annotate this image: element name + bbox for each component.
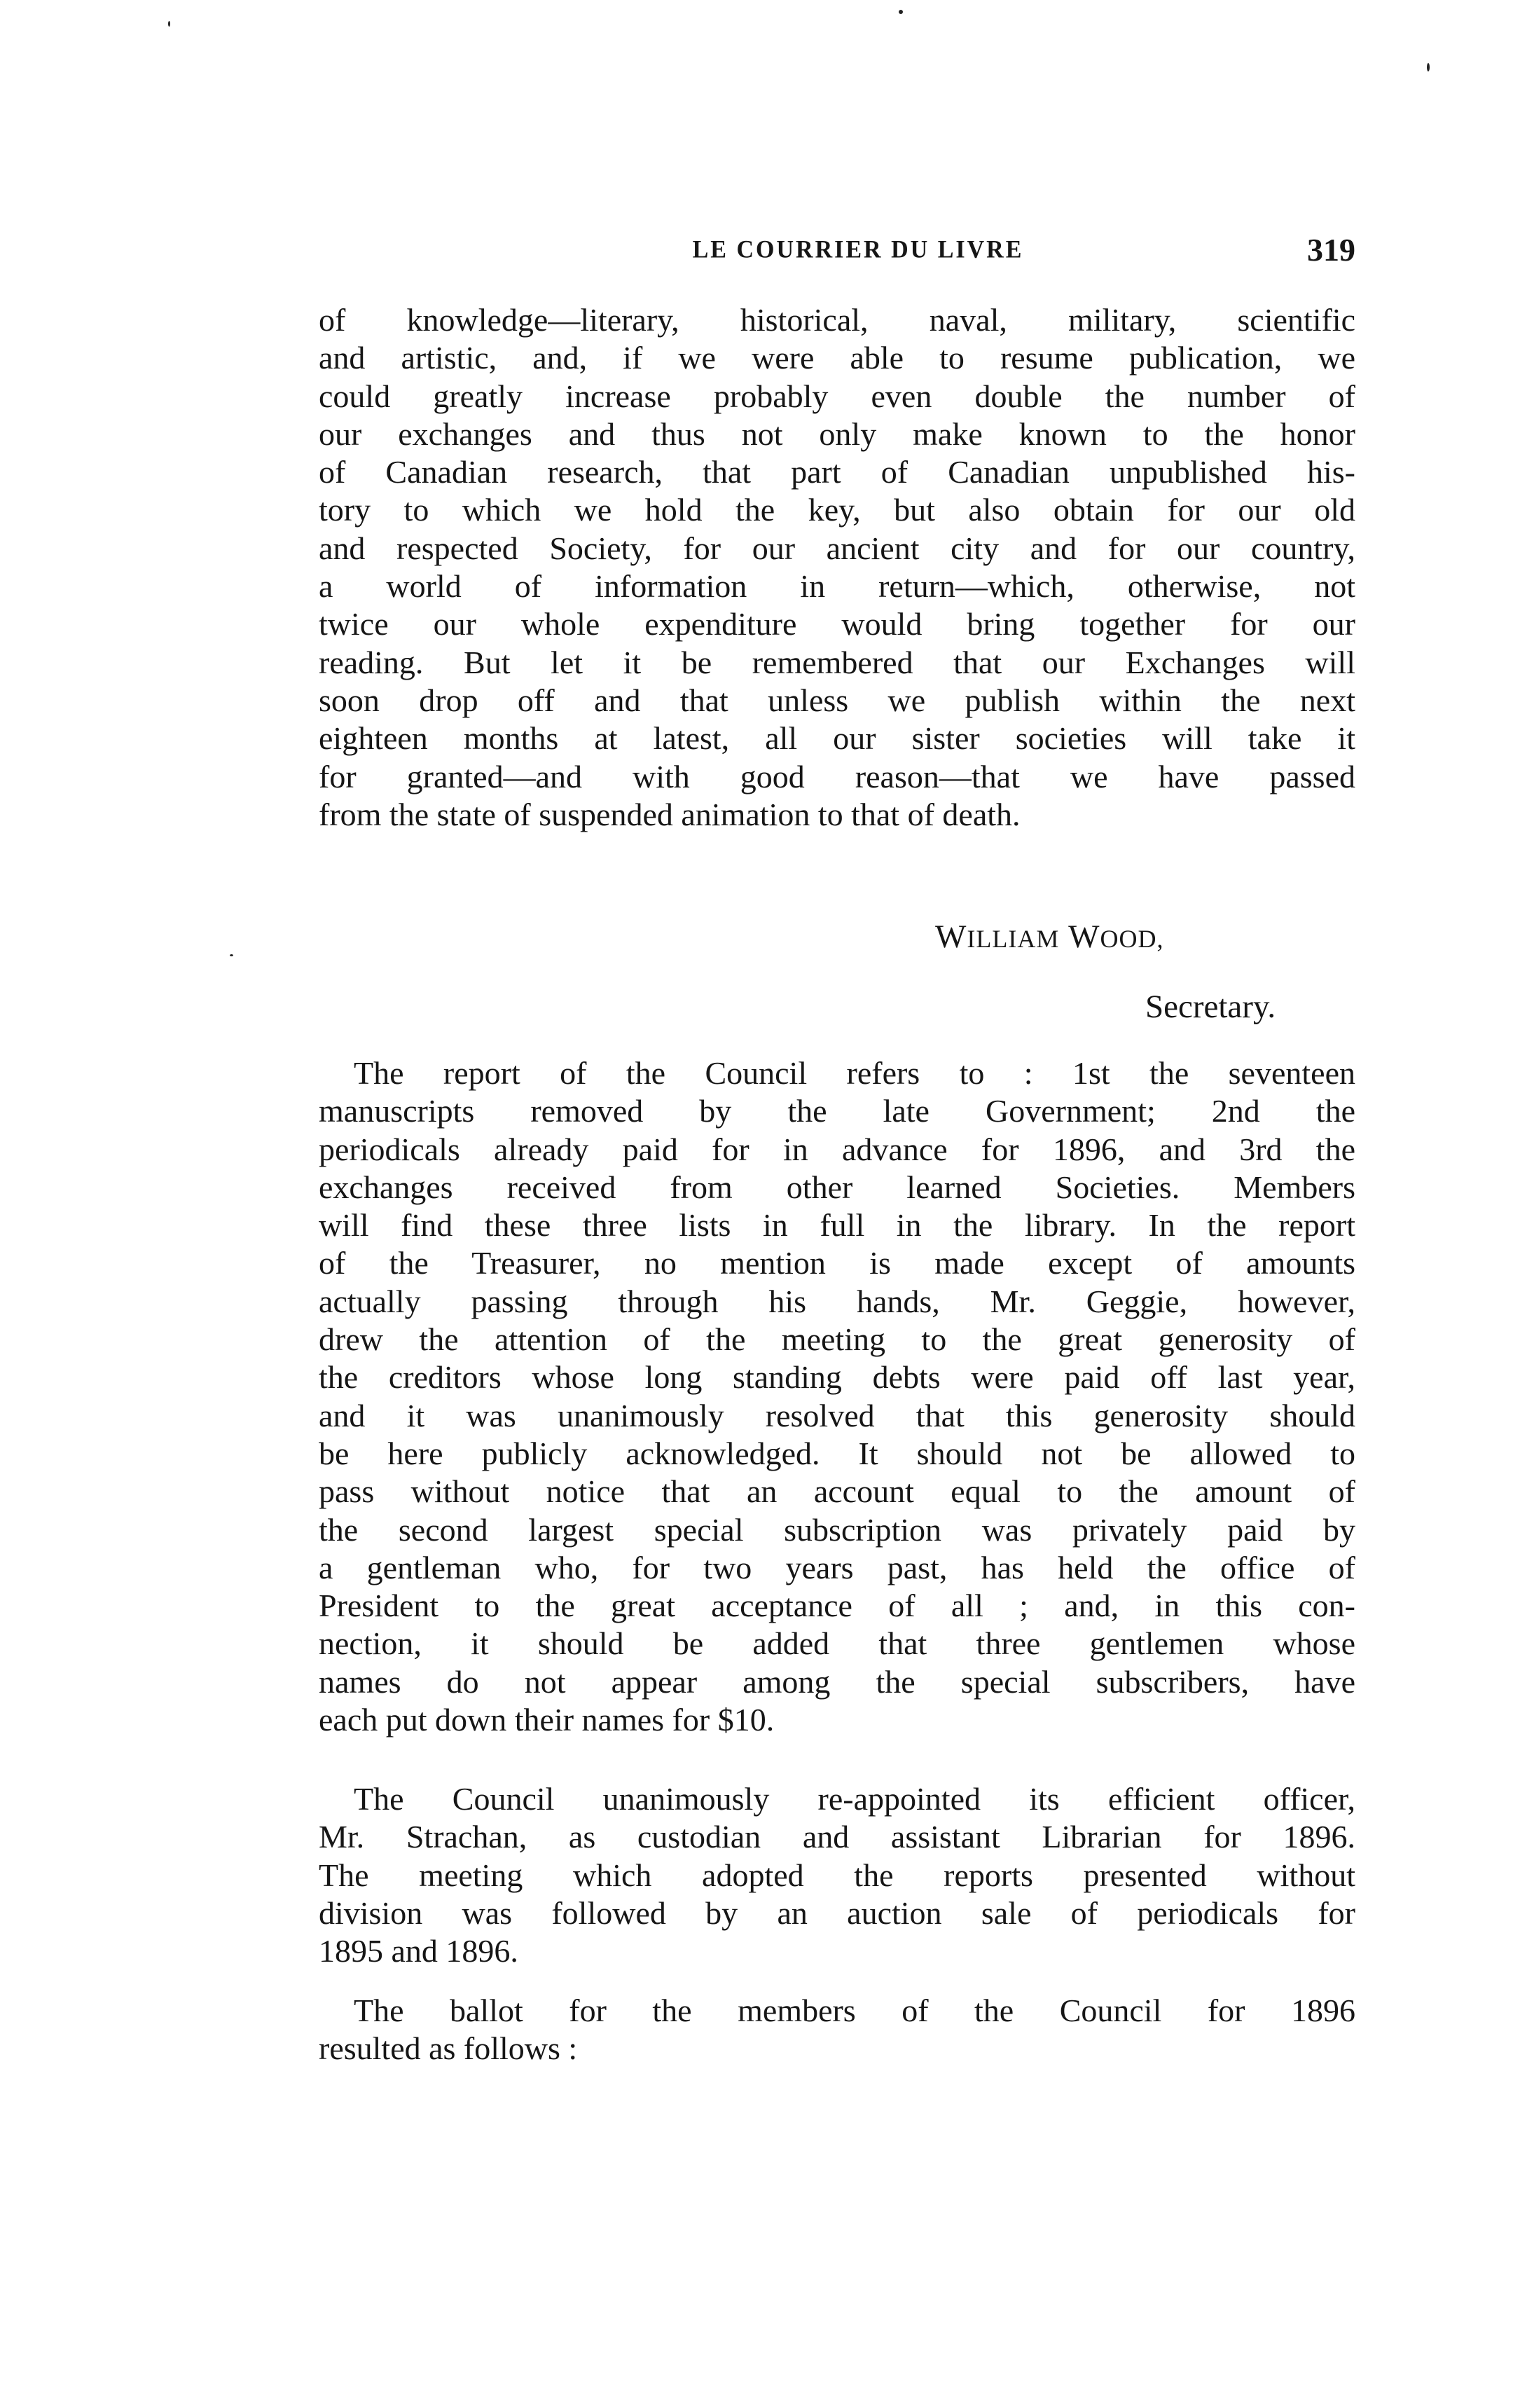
text-line: drew the attention of the meeting to the great generosity of	[319, 1321, 1355, 1358]
text-line: and it was unanimously resolved that this generosity should	[319, 1397, 1355, 1433]
text-line: President to the great acceptance of all ; and, in this con-	[319, 1588, 1355, 1624]
text-line: soon drop off and that unless we publish within the next	[319, 682, 1355, 718]
text-line: 1895 and 1896.	[319, 1933, 518, 1969]
council-paragraph	[319, 1780, 1355, 1970]
signature-initial: W	[1068, 919, 1100, 955]
text-line: of Canadian research, that part of Canadian unpublished his-	[319, 454, 1355, 490]
text-line: the creditors whose long standing debts were paid off last year,	[319, 1359, 1355, 1396]
text-line: The meeting which adopted the reports presented without	[319, 1857, 1355, 1893]
text-line: of the Treasurer, no mention is made except of amounts	[319, 1245, 1355, 1281]
text-line: could greatly increase probably even double the number of	[319, 378, 1355, 414]
signature-small-caps: OOD,	[1100, 925, 1164, 953]
page-header	[319, 232, 1355, 279]
text-line: manuscripts removed by the late Government; 2nd the	[319, 1093, 1355, 1129]
signature-title: Secretary.	[1145, 989, 1276, 1025]
text-line: eighteen months at latest, all our sister societies will take it	[319, 720, 1355, 757]
print-speck	[1427, 63, 1430, 71]
text-line: periodicals already paid for in advance for 1896, and 3rd the	[319, 1131, 1355, 1167]
signature-initial: W	[935, 919, 967, 955]
text-line: The report of the Council refers to : 1st the seventeen	[354, 1055, 1355, 1091]
text-line: of knowledge—literary, historical, naval, military, scientific	[319, 302, 1355, 338]
report-paragraph	[319, 1054, 1355, 1739]
text-line: exchanges received from other learned Societies. Members	[319, 1169, 1355, 1205]
text-line: actually passing through his hands, Mr. Geggie, however,	[319, 1283, 1355, 1319]
text-line: each put down their names for $10.	[319, 1702, 775, 1738]
text-line: nection, it should be added that three gentlemen whose	[319, 1625, 1355, 1662]
running-head: LE COURRIER DU LIVRE	[692, 236, 1024, 263]
text-line: The ballot for the members of the Council for 1896	[354, 1993, 1355, 2028]
text-line: resulted as follows :	[319, 2030, 578, 2067]
text-line: will find these three lists in full in the library. In the report	[319, 1207, 1355, 1244]
print-speck	[230, 954, 233, 956]
text-line: pass without notice that an account equal to the amount of	[319, 1473, 1355, 1510]
letter-paragraph	[319, 301, 1355, 834]
text-line: tory to which we hold the key, but also obtain for our old	[319, 492, 1355, 528]
text-line: and artistic, and, if we were able to resume publication, we	[319, 340, 1355, 376]
text-line: twice our whole expenditure would bring together for our	[319, 606, 1355, 642]
page-number: 319	[1307, 232, 1355, 268]
text-line: be here publicly acknowledged. It should not be allowed to	[319, 1435, 1355, 1471]
text-line: a world of information in return—which, otherwise, not	[319, 568, 1355, 605]
signature-name	[935, 918, 1163, 956]
text-line: and respected Society, for our ancient city and for our country,	[319, 530, 1355, 566]
text-line: from the state of suspended animation to that of death.	[319, 796, 1021, 832]
text-line: a gentleman who, for two years past, has held the office of	[319, 1549, 1355, 1585]
text-line: for granted—and with good reason—that we have passed	[319, 758, 1355, 794]
print-speck	[899, 10, 903, 14]
signature-small-caps: ILLIAM	[967, 925, 1060, 953]
text-line: the second largest special subscription was privately paid by	[319, 1511, 1355, 1548]
text-line: The Council unanimously re-appointed its efficient officer,	[354, 1781, 1355, 1817]
ballot-paragraph	[319, 1992, 1355, 2068]
text-line: reading. But let it be remembered that our Exchanges will	[319, 644, 1355, 680]
text-line: Mr. Strachan, as custodian and assistant Librarian for 1896.	[319, 1819, 1355, 1855]
print-speck	[168, 21, 170, 27]
text-line: division was followed by an auction sale of periodicals for	[319, 1894, 1355, 1931]
text-line: names do not appear among the special subscribers, have	[319, 1663, 1355, 1700]
text-line: our exchanges and thus not only make known to the honor	[319, 415, 1355, 452]
